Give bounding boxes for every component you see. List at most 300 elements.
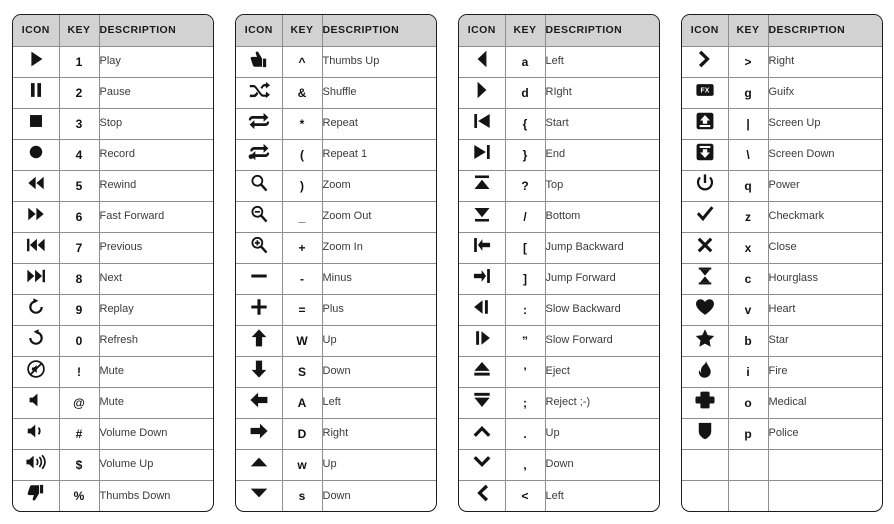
icon-cell xyxy=(13,356,59,387)
checkmark-icon xyxy=(690,203,720,225)
table-row xyxy=(236,449,437,480)
icon-cell xyxy=(459,46,505,77)
replay-icon xyxy=(21,296,51,318)
key-cell: 5 xyxy=(59,170,99,201)
key-cell: + xyxy=(282,232,322,263)
key-cell: o xyxy=(728,387,768,418)
table-row xyxy=(13,46,214,77)
icon-cell xyxy=(682,449,728,480)
arrow-right-icon xyxy=(244,420,274,442)
table-row xyxy=(13,263,214,294)
description-cell: Right xyxy=(322,418,437,449)
hourglass-icon xyxy=(690,265,720,287)
column-header-icon: ICON xyxy=(13,15,59,46)
table-row xyxy=(13,201,214,232)
table-row xyxy=(236,170,437,201)
refresh-icon xyxy=(21,327,51,349)
description-cell: Up xyxy=(545,418,660,449)
description-cell: Star xyxy=(768,325,883,356)
description-cell: Jump Forward xyxy=(545,263,660,294)
table-row xyxy=(13,387,214,418)
icon-cell xyxy=(682,325,728,356)
table-row xyxy=(13,77,214,108)
key-cell: = xyxy=(282,294,322,325)
key-cell: / xyxy=(505,201,545,232)
description-cell: Close xyxy=(768,232,883,263)
description-cell: Down xyxy=(322,489,351,502)
icon-cell xyxy=(459,325,505,356)
heart-icon xyxy=(690,296,720,318)
plus-icon xyxy=(244,296,274,318)
description-cell: Bottom xyxy=(545,201,660,232)
key-cell: b xyxy=(728,325,768,356)
column-header-description: DESCRIPTION xyxy=(322,15,437,46)
key-cell xyxy=(728,480,768,511)
key-cell: v xyxy=(728,294,768,325)
key-cell: { xyxy=(505,108,545,139)
svg-text:FX: FX xyxy=(700,87,710,95)
icon-cell xyxy=(682,480,728,511)
description-cell: Zoom xyxy=(322,170,437,201)
icon-cell xyxy=(459,77,505,108)
chevron-up-icon xyxy=(467,420,497,442)
icon-cell xyxy=(13,139,59,170)
description-cell: Repeat 1 xyxy=(322,139,437,170)
icon-cell xyxy=(13,294,59,325)
legend-table-3 xyxy=(458,14,660,512)
description-cell: Minus xyxy=(322,263,437,294)
icon-cell xyxy=(236,294,282,325)
triangle-left-icon xyxy=(467,48,497,70)
icon-cell xyxy=(459,232,505,263)
icon-cell xyxy=(682,139,728,170)
icon-cell xyxy=(13,325,59,356)
key-cell: 8 xyxy=(59,263,99,294)
table-row xyxy=(682,201,883,232)
pause-icon xyxy=(21,79,51,101)
table-row xyxy=(459,418,660,449)
table-header-row xyxy=(459,15,660,46)
close-icon xyxy=(690,234,720,256)
key-cell: * xyxy=(282,108,322,139)
table-row xyxy=(459,387,660,418)
key-cell: i xyxy=(728,356,768,387)
repeat-one-icon xyxy=(244,141,274,163)
table-row xyxy=(236,201,437,232)
column-header-key: KEY xyxy=(282,15,322,46)
icon-cell xyxy=(236,201,282,232)
key-cell: ” xyxy=(505,325,545,356)
description-cell: Slow Backward xyxy=(545,294,660,325)
key-cell: c xyxy=(728,263,768,294)
icon-cell xyxy=(682,77,728,108)
key-cell: p xyxy=(728,418,768,449)
key-cell: < xyxy=(505,480,545,511)
icon-cell xyxy=(13,201,59,232)
key-cell: 0 xyxy=(59,325,99,356)
icon-cell xyxy=(13,263,59,294)
table-row xyxy=(13,418,214,449)
medical-icon xyxy=(690,389,720,411)
column-header-description: DESCRIPTION xyxy=(545,15,660,46)
column-header-icon: ICON xyxy=(682,15,728,46)
icon-cell xyxy=(13,108,59,139)
repeat-icon xyxy=(244,110,274,132)
description-cell: Heart xyxy=(768,294,883,325)
icon-cell xyxy=(13,480,59,511)
icon-cell xyxy=(13,77,59,108)
icon-cell xyxy=(682,108,728,139)
slow-forward-icon xyxy=(467,327,497,349)
icon-cell xyxy=(13,170,59,201)
table-row xyxy=(459,201,660,232)
fire-icon xyxy=(690,358,720,380)
key-cell: > xyxy=(728,46,768,77)
column-header-key: KEY xyxy=(505,15,545,46)
description-cell: Up xyxy=(322,325,437,356)
table-row xyxy=(682,294,883,325)
icon-cell xyxy=(236,46,282,77)
key-cell: g xyxy=(728,77,768,108)
key-cell: D xyxy=(282,418,322,449)
volume-up-icon xyxy=(21,451,51,473)
table-row xyxy=(459,325,660,356)
triangle-right-icon xyxy=(467,79,497,101)
key-cell: . xyxy=(505,418,545,449)
arrow-down-icon xyxy=(244,358,274,380)
description-cell: Screen Down xyxy=(768,139,883,170)
key-cell: : xyxy=(505,294,545,325)
description-cell: Jump Backward xyxy=(545,232,660,263)
description-cell: Down xyxy=(322,356,437,387)
description-cell: Next xyxy=(99,263,214,294)
key-cell: 1 xyxy=(59,46,99,77)
description-cell: Replay xyxy=(99,294,214,325)
previous-icon xyxy=(21,234,51,256)
star-icon xyxy=(690,327,720,349)
icon-cell xyxy=(13,418,59,449)
thumbs-down-icon xyxy=(21,482,51,504)
table-row xyxy=(13,170,214,201)
key-cell: ] xyxy=(505,263,545,294)
next-icon xyxy=(21,265,51,287)
record-icon xyxy=(21,141,51,163)
key-cell: 6 xyxy=(59,201,99,232)
power-icon xyxy=(690,172,720,194)
table-row xyxy=(682,418,883,449)
jump-backward-icon xyxy=(467,234,497,256)
chevron-right-icon xyxy=(690,48,720,70)
table-row xyxy=(459,294,660,325)
key-cell: 9 xyxy=(59,294,99,325)
table-row xyxy=(459,108,660,139)
table-row xyxy=(682,263,883,294)
icon-cell xyxy=(459,449,505,480)
volume-down-icon xyxy=(21,420,51,442)
description-cell: Medical xyxy=(768,387,883,418)
icon-cell xyxy=(13,387,59,418)
description-cell: Slow Forward xyxy=(545,325,660,356)
bottom-icon xyxy=(467,203,497,225)
description-cell: Volume Up xyxy=(99,449,214,480)
icon-cell xyxy=(682,170,728,201)
triangle-down-icon xyxy=(244,482,274,504)
table-row xyxy=(682,77,883,108)
key-cell: ’ xyxy=(505,356,545,387)
table-row xyxy=(13,356,214,387)
speaker-silent-icon xyxy=(21,389,51,411)
icon-cell xyxy=(236,170,282,201)
icon-cell xyxy=(459,263,505,294)
description-cell: Guifx xyxy=(768,77,883,108)
description-cell: Rewind xyxy=(99,170,214,201)
table-row xyxy=(459,356,660,387)
arrow-left-icon xyxy=(244,389,274,411)
key-cell: # xyxy=(59,418,99,449)
key-cell: $ xyxy=(59,449,99,480)
table-row xyxy=(236,232,437,263)
description-cell: Down xyxy=(545,449,660,480)
table-row xyxy=(13,139,214,170)
description-cell: Refresh xyxy=(99,325,214,356)
icon-cell xyxy=(13,46,59,77)
icon-cell xyxy=(236,449,282,480)
shuffle-icon xyxy=(244,79,274,101)
start-icon xyxy=(467,110,497,132)
description-cell xyxy=(768,480,883,511)
key-cell: % xyxy=(59,480,99,511)
icon-cell xyxy=(236,108,282,139)
icon-cell xyxy=(459,139,505,170)
thumbs-up-icon xyxy=(244,48,274,70)
icon-cell xyxy=(236,480,282,511)
description-cell: Plus xyxy=(322,294,437,325)
icon-cell xyxy=(459,480,505,511)
key-cell: w xyxy=(282,449,322,480)
icon-cell xyxy=(13,232,59,263)
table-row xyxy=(13,480,214,511)
description-cell: Shuffle xyxy=(322,77,437,108)
fast-forward-icon xyxy=(21,203,51,225)
table-row xyxy=(459,480,660,511)
top-icon xyxy=(467,172,497,194)
description-cell: Police xyxy=(768,418,883,449)
key-cell: ? xyxy=(505,170,545,201)
police-icon xyxy=(690,420,720,442)
legend-table-4 xyxy=(681,14,883,512)
key-cell: ! xyxy=(59,356,99,387)
table-row xyxy=(459,449,660,480)
icon-cell xyxy=(459,387,505,418)
icon-cell xyxy=(459,201,505,232)
icon-cell xyxy=(236,77,282,108)
key-cell: 4 xyxy=(59,139,99,170)
column-header-description: DESCRIPTION xyxy=(768,15,883,46)
legend-table-1 xyxy=(12,14,214,512)
table-row xyxy=(459,46,660,77)
description-cell: End xyxy=(545,139,660,170)
key-cell: - xyxy=(282,263,322,294)
end-icon xyxy=(467,141,497,163)
screen-down-icon xyxy=(690,141,720,163)
key-cell: @ xyxy=(59,387,99,418)
description-cell: Zoom In xyxy=(322,232,437,263)
key-cell xyxy=(728,449,768,480)
table-row xyxy=(459,77,660,108)
description-cell: Left xyxy=(545,489,564,502)
chevron-left-icon xyxy=(467,482,497,504)
table-row xyxy=(236,77,437,108)
zoom-in-icon xyxy=(244,234,274,256)
minus-icon xyxy=(244,265,274,287)
column-header-icon: ICON xyxy=(459,15,505,46)
column-header-key: KEY xyxy=(728,15,768,46)
table-row xyxy=(236,387,437,418)
icon-cell xyxy=(682,46,728,77)
table-row xyxy=(682,387,883,418)
description-cell: Volume Down xyxy=(99,418,214,449)
description-cell: Record xyxy=(99,139,214,170)
key-cell: W xyxy=(282,325,322,356)
key-cell: 3 xyxy=(59,108,99,139)
description-cell: Checkmark xyxy=(768,201,883,232)
key-cell: ; xyxy=(505,387,545,418)
description-cell: Fast Forward xyxy=(99,201,214,232)
key-cell: ) xyxy=(282,170,322,201)
table-row xyxy=(236,325,437,356)
column-header-key: KEY xyxy=(59,15,99,46)
icon-cell xyxy=(236,139,282,170)
description-cell: Left xyxy=(322,387,437,418)
icon-cell xyxy=(459,418,505,449)
icon-cell xyxy=(13,449,59,480)
table-row-empty xyxy=(682,480,883,511)
icon-cell xyxy=(682,294,728,325)
description-cell: Screen Up xyxy=(768,108,883,139)
table-row xyxy=(236,480,437,511)
description-cell: Previous xyxy=(99,232,214,263)
table-row xyxy=(236,418,437,449)
table-row xyxy=(459,232,660,263)
description-cell: Mute xyxy=(99,387,214,418)
chevron-down-icon xyxy=(467,451,497,473)
key-cell: [ xyxy=(505,232,545,263)
key-cell: & xyxy=(282,77,322,108)
key-cell: ^ xyxy=(282,46,322,77)
guifx-icon xyxy=(690,79,720,101)
description-cell: Repeat xyxy=(322,108,437,139)
table-row xyxy=(13,108,214,139)
description-cell: Thumbs Up xyxy=(322,46,437,77)
zoom-icon xyxy=(244,172,274,194)
stop-icon xyxy=(21,110,51,132)
description-cell: Top xyxy=(545,170,660,201)
description-cell: Right xyxy=(768,46,883,77)
jump-forward-icon xyxy=(467,265,497,287)
icon-cell xyxy=(682,387,728,418)
play-icon xyxy=(21,48,51,70)
icon-cell xyxy=(236,325,282,356)
description-cell: RIght xyxy=(545,77,660,108)
key-cell: z xyxy=(728,201,768,232)
key-cell: \ xyxy=(728,139,768,170)
table-row xyxy=(682,108,883,139)
key-cell: x xyxy=(728,232,768,263)
description-cell: Zoom Out xyxy=(322,201,437,232)
key-cell: a xyxy=(505,46,545,77)
description-cell: Up xyxy=(322,449,437,480)
table-row xyxy=(236,294,437,325)
key-cell: , xyxy=(505,449,545,480)
table-row xyxy=(13,325,214,356)
description-cell: Hourglass xyxy=(768,263,883,294)
description-cell: Power xyxy=(768,170,883,201)
key-cell: 2 xyxy=(59,77,99,108)
icon-cell xyxy=(682,201,728,232)
icon-cell xyxy=(236,418,282,449)
description-cell: Play xyxy=(99,46,214,77)
table-row xyxy=(682,139,883,170)
table-row xyxy=(236,263,437,294)
key-cell: S xyxy=(282,356,322,387)
zoom-out-icon xyxy=(244,203,274,225)
arrow-up-icon xyxy=(244,327,274,349)
table-row xyxy=(459,263,660,294)
key-cell: } xyxy=(505,139,545,170)
table-row xyxy=(236,46,437,77)
key-cell: d xyxy=(505,77,545,108)
column-header-icon: ICON xyxy=(236,15,282,46)
description-cell xyxy=(768,449,883,480)
icon-cell xyxy=(682,232,728,263)
table-row xyxy=(236,139,437,170)
table-row xyxy=(682,325,883,356)
key-cell: _ xyxy=(282,201,322,232)
key-cell: 7 xyxy=(59,232,99,263)
description-cell: Stop xyxy=(99,108,214,139)
table-row-empty xyxy=(682,449,883,480)
column-header-description: DESCRIPTION xyxy=(99,15,214,46)
eject-icon xyxy=(467,358,497,380)
triangle-up-icon xyxy=(244,451,274,473)
screen-up-icon xyxy=(690,110,720,132)
icon-cell xyxy=(236,387,282,418)
icon-cell xyxy=(682,418,728,449)
rewind-icon xyxy=(21,172,51,194)
icon-cell xyxy=(682,263,728,294)
key-cell: ( xyxy=(282,139,322,170)
table-row xyxy=(13,294,214,325)
description-cell: Thumbs Down xyxy=(99,489,171,502)
key-cell: A xyxy=(282,387,322,418)
table-header-row xyxy=(682,15,883,46)
description-cell: Reject ;-) xyxy=(545,387,660,418)
table-row xyxy=(13,232,214,263)
reject-icon xyxy=(467,389,497,411)
description-cell: Pause xyxy=(99,77,214,108)
table-header-row xyxy=(13,15,214,46)
table-row xyxy=(682,232,883,263)
description-cell: Left xyxy=(545,46,660,77)
key-cell: | xyxy=(728,108,768,139)
description-cell: Eject xyxy=(545,356,660,387)
table-row xyxy=(682,46,883,77)
mute-crossed-icon xyxy=(21,358,51,380)
description-cell: Mute xyxy=(99,356,214,387)
table-row xyxy=(236,356,437,387)
icon-cell xyxy=(236,232,282,263)
description-cell: Start xyxy=(545,108,660,139)
